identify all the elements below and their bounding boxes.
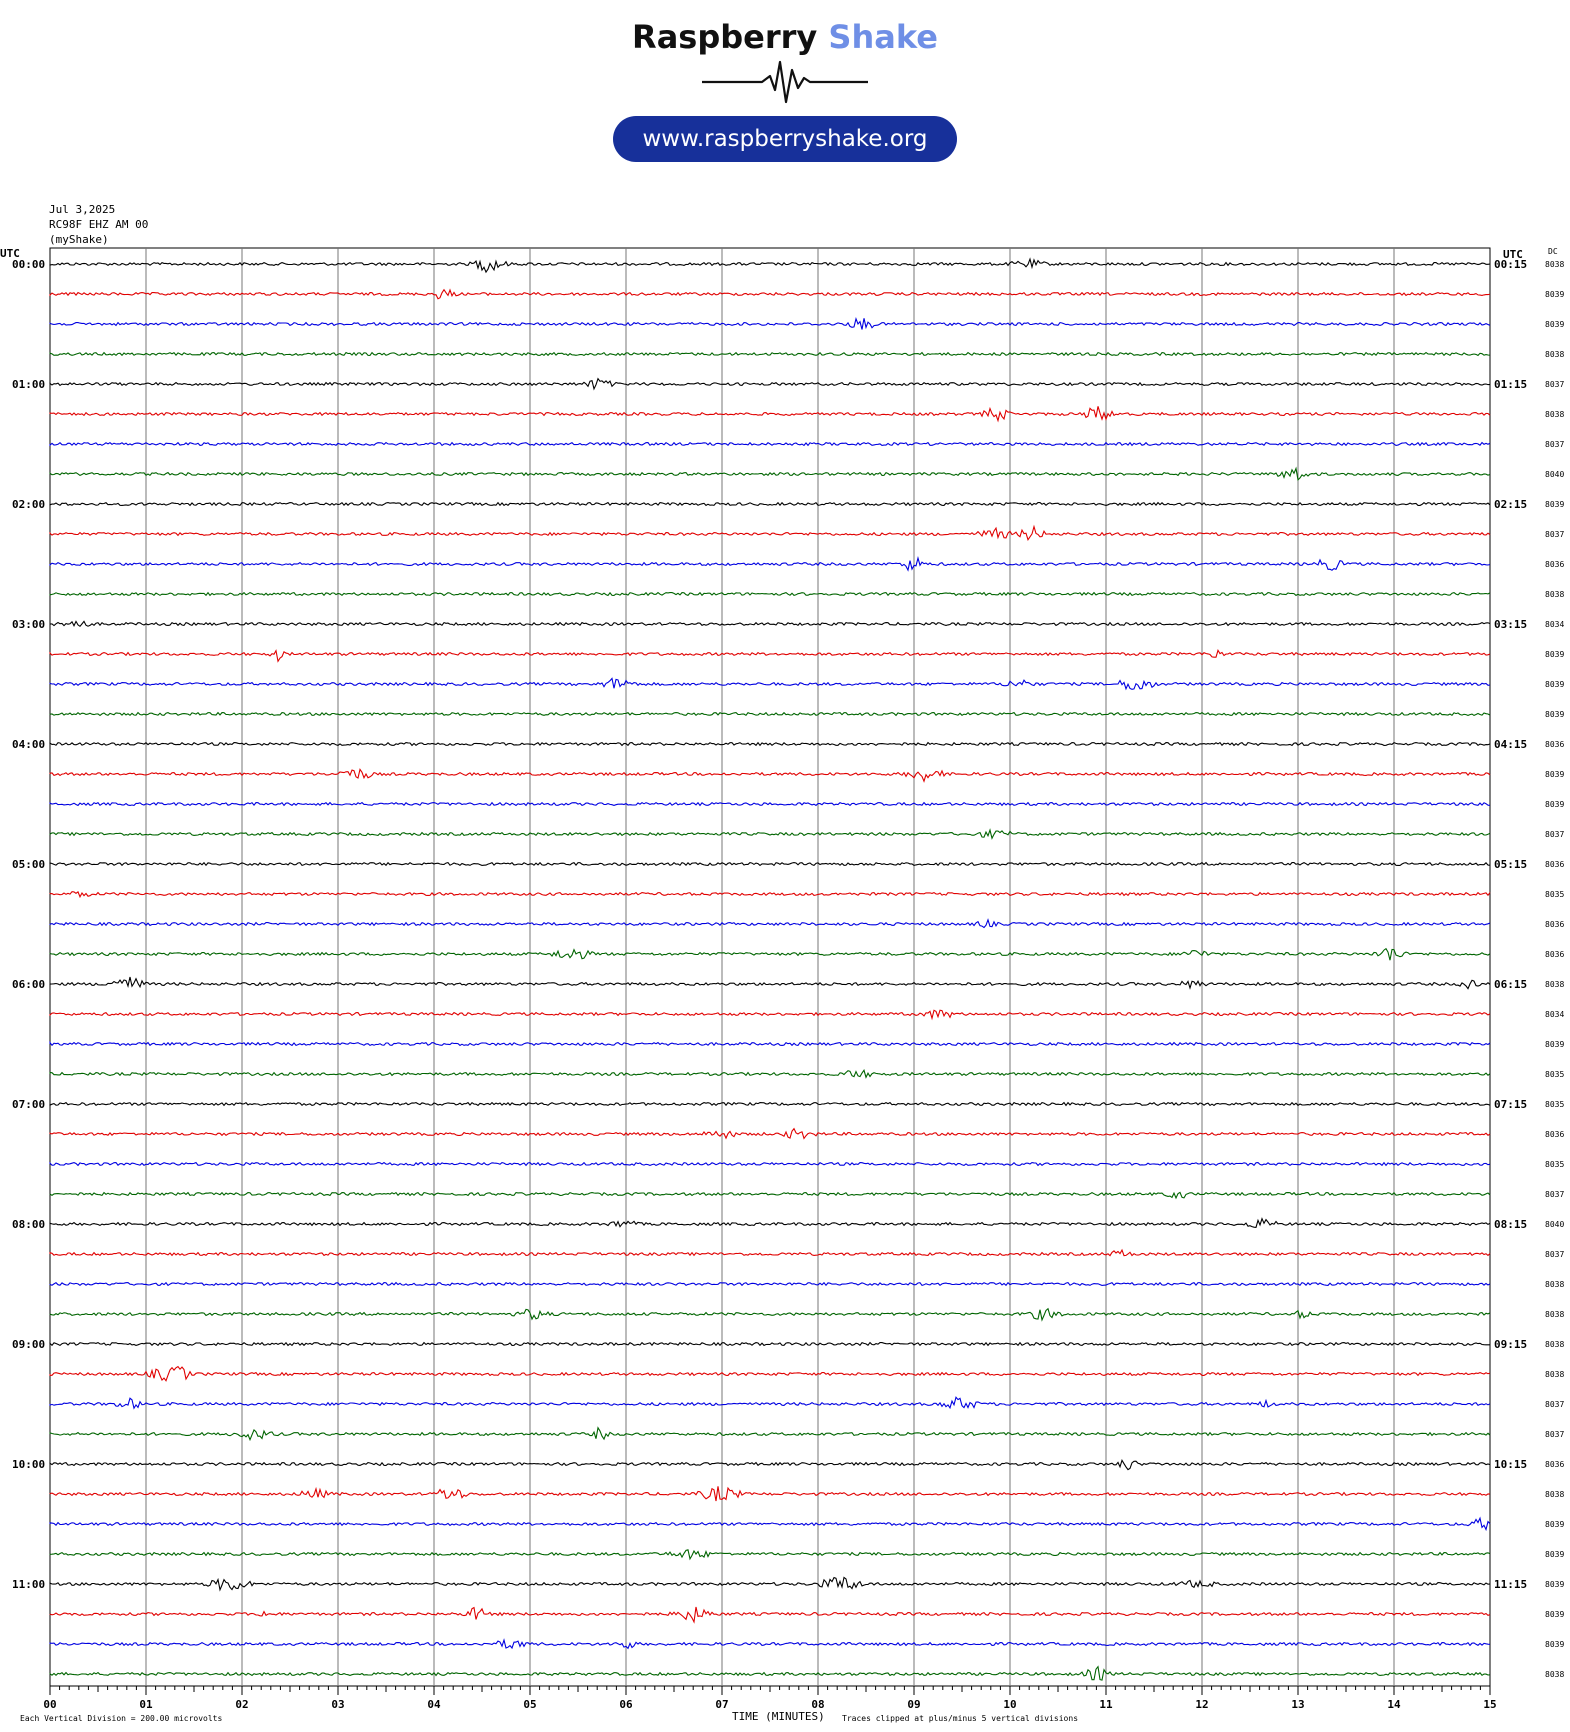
x-tick-label: 09 (907, 1698, 921, 1711)
dc-value-label: 8038 (1545, 350, 1565, 359)
dc-value-label: 8036 (1545, 1130, 1565, 1139)
hour-label-right: 10:15 (1494, 1458, 1528, 1471)
seismic-trace (50, 1043, 1490, 1046)
seismic-trace (50, 593, 1490, 596)
hour-label-right: 08:15 (1494, 1218, 1528, 1231)
seismic-trace (50, 1640, 1490, 1648)
hour-label-right: 11:15 (1494, 1578, 1528, 1591)
utc-axis-label-right: UTC (1503, 248, 1523, 261)
x-tick-label: 13 (1291, 1698, 1305, 1711)
dc-value-label: 8037 (1545, 830, 1565, 839)
x-tick-label: 03 (331, 1698, 345, 1711)
seismic-trace (50, 558, 1490, 570)
dc-value-label: 8039 (1545, 770, 1565, 779)
seismic-trace (50, 1460, 1490, 1469)
seismic-trace (50, 503, 1490, 506)
dc-value-label: 8039 (1545, 710, 1565, 719)
hour-label-left: 04:00 (12, 738, 46, 751)
dc-value-label: 8039 (1545, 1640, 1565, 1649)
dc-value-label: 8037 (1545, 440, 1565, 449)
hour-label-right: 02:15 (1494, 498, 1528, 511)
plot-frame (50, 248, 1490, 1686)
dc-value-label: 8036 (1545, 740, 1565, 749)
dc-value-label: 8039 (1545, 320, 1565, 329)
seismic-trace (50, 920, 1490, 928)
hour-label-left: 07:00 (12, 1098, 46, 1111)
dc-value-label: 8038 (1545, 260, 1565, 269)
seismic-trace (50, 1219, 1490, 1228)
dc-value-label: 8038 (1545, 1370, 1565, 1379)
hour-label-right: 07:15 (1494, 1098, 1528, 1111)
seismic-trace (50, 743, 1490, 746)
dc-value-label: 8034 (1545, 620, 1565, 629)
x-tick-label: 06 (619, 1698, 633, 1711)
seismic-trace (50, 527, 1490, 540)
hour-label-left: 08:00 (12, 1218, 46, 1231)
seismic-trace (50, 469, 1490, 480)
dc-value-label: 8035 (1545, 1100, 1565, 1109)
dc-value-label: 8040 (1545, 1220, 1565, 1229)
seismic-trace (50, 1103, 1490, 1106)
network-name: (myShake) (49, 233, 109, 246)
hour-label-left: 11:00 (12, 1578, 46, 1591)
seismic-trace (50, 1343, 1490, 1346)
dc-value-label: 8037 (1545, 1400, 1565, 1409)
x-tick-label: 15 (1483, 1698, 1497, 1711)
dc-value-label: 8036 (1545, 920, 1565, 929)
seismic-trace (50, 1192, 1490, 1198)
seismic-trace (50, 830, 1490, 838)
hour-label-left: 00:00 (12, 258, 46, 271)
seismic-trace (50, 1667, 1490, 1680)
x-tick-label: 07 (715, 1698, 729, 1711)
seismic-trace (50, 892, 1490, 897)
hour-label-right: 05:15 (1494, 858, 1528, 871)
x-tick-label: 11 (1099, 1698, 1113, 1711)
dc-value-label: 8038 (1545, 980, 1565, 989)
seismic-trace (50, 1309, 1490, 1320)
dc-value-label: 8036 (1545, 560, 1565, 569)
seismic-trace (50, 949, 1490, 961)
seismic-trace (50, 290, 1490, 299)
hour-label-left: 02:00 (12, 498, 46, 511)
x-tick-label: 10 (1003, 1698, 1017, 1711)
dc-value-label: 8034 (1545, 1010, 1565, 1019)
dc-value-label: 8039 (1545, 500, 1565, 509)
seismic-trace (50, 769, 1490, 781)
hour-label-left: 06:00 (12, 978, 46, 991)
vertical-division-note: Each Vertical Division = 200.00 microvolts (20, 1714, 223, 1723)
dc-value-label: 8039 (1545, 1550, 1565, 1559)
dc-value-label: 8037 (1545, 1190, 1565, 1199)
dc-value-label: 8040 (1545, 470, 1565, 479)
dc-value-label: 8038 (1545, 1490, 1565, 1499)
hour-label-right: 09:15 (1494, 1338, 1528, 1351)
seismic-trace (50, 1518, 1490, 1529)
seismic-trace (50, 650, 1490, 661)
dc-value-label: 8036 (1545, 860, 1565, 869)
seismic-trace (50, 1607, 1490, 1622)
seismic-trace (50, 1428, 1490, 1440)
x-tick-label: 04 (427, 1698, 441, 1711)
seismic-trace (50, 406, 1490, 420)
seismic-trace (50, 863, 1490, 866)
seismic-trace (50, 1163, 1490, 1166)
seismic-trace (50, 353, 1490, 356)
dc-value-label: 8039 (1545, 1610, 1565, 1619)
seismic-trace (50, 1577, 1490, 1589)
x-tick-label: 02 (235, 1698, 249, 1711)
dc-value-label: 8036 (1545, 1460, 1565, 1469)
x-tick-label: 14 (1387, 1698, 1401, 1711)
dc-value-label: 8035 (1545, 890, 1565, 899)
x-tick-label: 05 (523, 1698, 537, 1711)
dc-column-label: DC (1548, 247, 1558, 256)
hour-label-left: 10:00 (12, 1458, 46, 1471)
x-axis-title: TIME (MINUTES) (732, 1710, 825, 1723)
seismic-trace (50, 1283, 1490, 1286)
seismic-trace (50, 1367, 1490, 1381)
hour-label-left: 05:00 (12, 858, 46, 871)
dc-value-label: 8035 (1545, 1070, 1565, 1079)
record-date: Jul 3,2025 (49, 203, 116, 216)
dc-value-label: 8038 (1545, 1670, 1565, 1679)
hour-label-right: 04:15 (1494, 738, 1528, 751)
clipping-note: Traces clipped at plus/minus 5 vertical divisions (842, 1714, 1079, 1723)
hour-label-right: 06:15 (1494, 978, 1528, 991)
dc-value-label: 8037 (1545, 530, 1565, 539)
dc-value-label: 8039 (1545, 1040, 1565, 1049)
seismic-trace (50, 259, 1490, 272)
hour-label-right: 01:15 (1494, 378, 1528, 391)
seismic-trace (50, 379, 1490, 389)
brand-name-raspberry: Raspberry (632, 18, 818, 56)
x-tick-label: 12 (1195, 1698, 1209, 1711)
seismic-trace (50, 977, 1490, 989)
x-tick-label: 08 (811, 1698, 825, 1711)
dc-value-label: 8038 (1545, 1280, 1565, 1289)
dc-value-label: 8037 (1545, 380, 1565, 389)
dc-value-label: 8037 (1545, 1430, 1565, 1439)
seismic-trace (50, 621, 1490, 626)
x-tick-label: 00 (43, 1698, 57, 1711)
seismic-trace (50, 713, 1490, 716)
hour-label-right: 00:15 (1494, 258, 1528, 271)
seismic-trace (50, 1010, 1490, 1018)
seismic-trace (50, 803, 1490, 806)
dc-value-label: 8039 (1545, 650, 1565, 659)
hour-label-right: 03:15 (1494, 618, 1528, 631)
dc-value-label: 8038 (1545, 1340, 1565, 1349)
utc-axis-label-left: UTC (0, 247, 20, 260)
x-tick-label: 01 (139, 1698, 153, 1711)
dc-value-label: 8035 (1545, 1160, 1565, 1169)
hour-label-left: 03:00 (12, 618, 46, 631)
seismic-trace (50, 1129, 1490, 1139)
dc-value-label: 8036 (1545, 950, 1565, 959)
seismic-trace (50, 318, 1490, 329)
dc-value-label: 8039 (1545, 1520, 1565, 1529)
website-url-badge[interactable]: www.raspberryshake.org (613, 116, 957, 162)
dc-value-label: 8039 (1545, 1580, 1565, 1589)
seismic-trace (50, 1397, 1490, 1408)
dc-value-label: 8038 (1545, 1310, 1565, 1319)
dc-value-label: 8039 (1545, 680, 1565, 689)
hour-label-left: 01:00 (12, 378, 46, 391)
dc-value-label: 8038 (1545, 590, 1565, 599)
seismic-trace (50, 1550, 1490, 1559)
seismic-trace (50, 1070, 1490, 1077)
dc-value-label: 8039 (1545, 290, 1565, 299)
dc-value-label: 8038 (1545, 410, 1565, 419)
dc-value-label: 8037 (1545, 1250, 1565, 1259)
seismic-trace (50, 1486, 1490, 1501)
seismic-trace (50, 443, 1490, 446)
dc-value-label: 8039 (1545, 800, 1565, 809)
seismic-trace (50, 1250, 1490, 1256)
station-id: RC98F EHZ AM 00 (49, 218, 149, 231)
brand-name-shake: Shake (828, 18, 938, 56)
seismic-trace (50, 678, 1490, 689)
hour-label-left: 09:00 (12, 1338, 46, 1351)
